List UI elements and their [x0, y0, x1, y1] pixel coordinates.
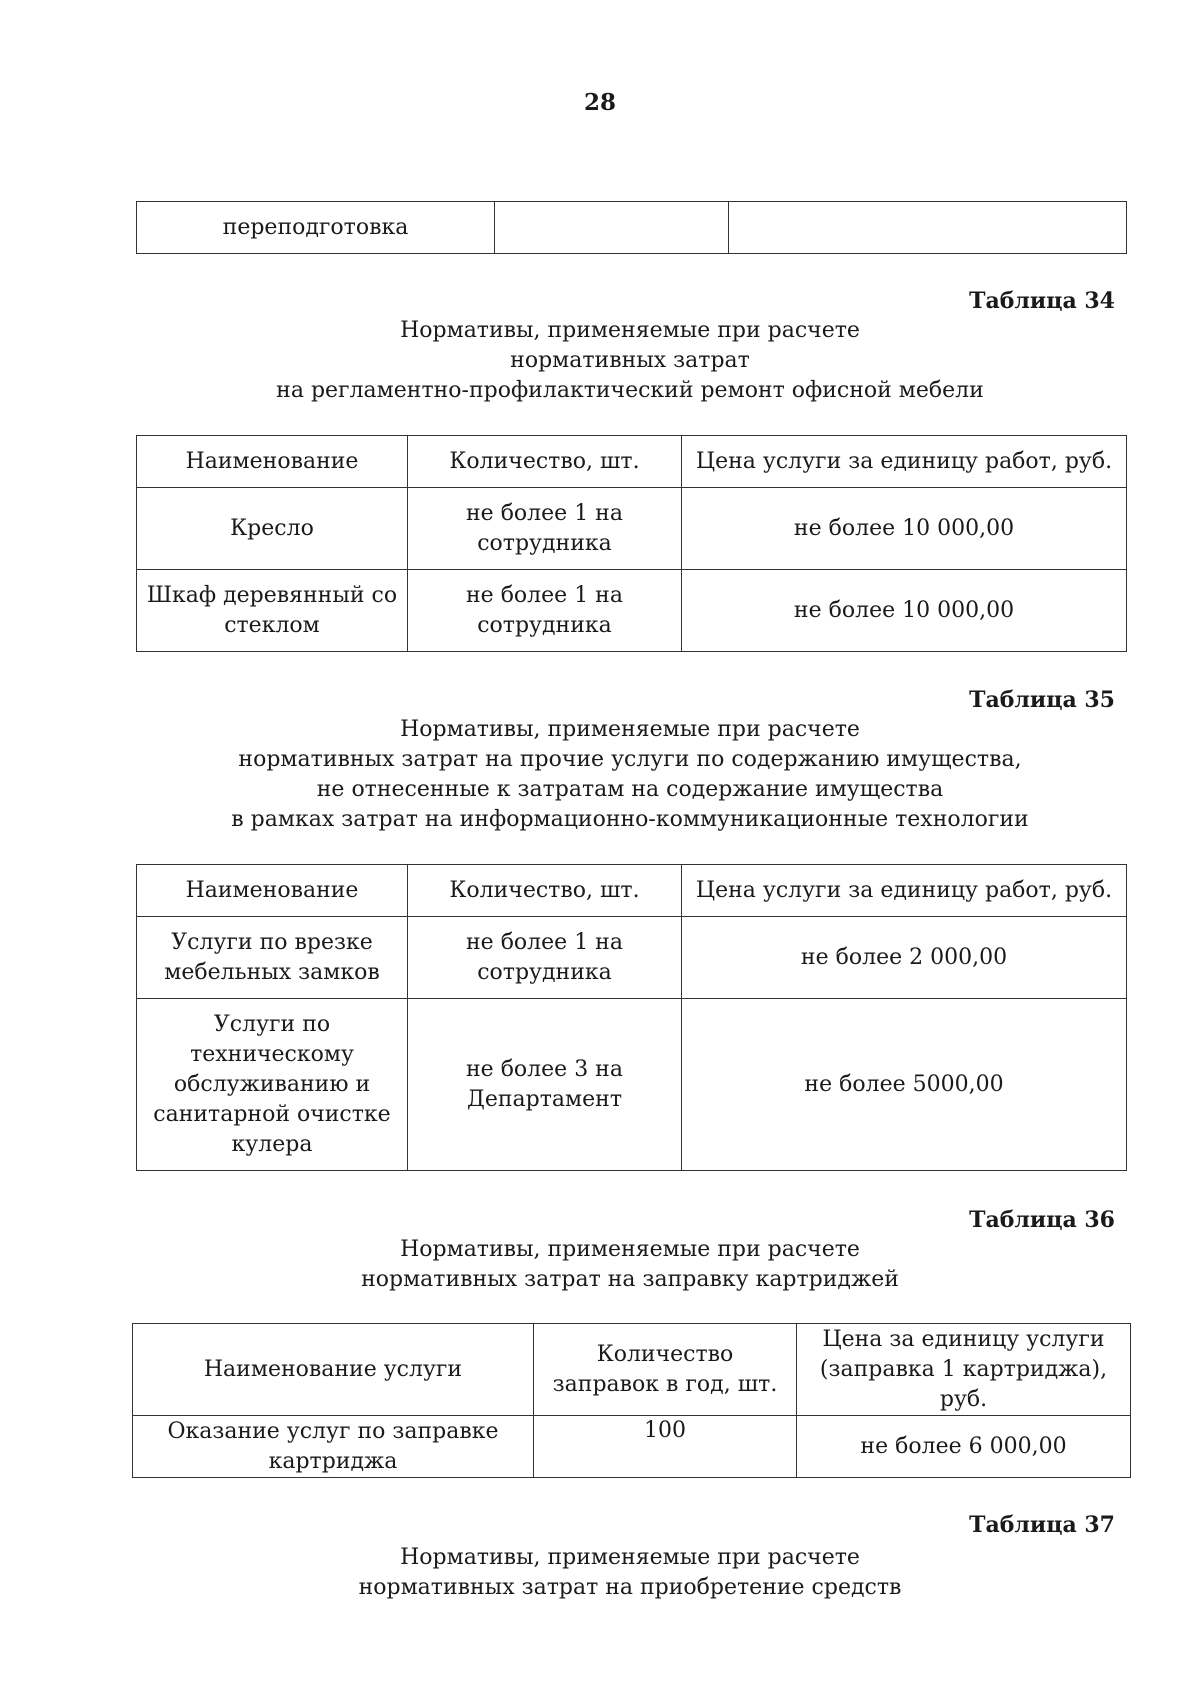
cell-name: Услуги по техническому обслуживанию и санитарной очистке кулера — [137, 999, 408, 1171]
table-36 — [132, 1323, 1131, 1478]
cell-name: Оказание услуг по заправке картриджа — [133, 1416, 534, 1478]
table-row — [133, 1416, 1131, 1478]
cell-price: не более 10 000,00 — [682, 488, 1127, 570]
header-unit-price: Цена за единицу услуги (заправка 1 картриджа), руб. — [797, 1324, 1131, 1416]
continuation-cell: переподготовка — [137, 202, 495, 254]
cell-price: не более 2 000,00 — [682, 917, 1127, 999]
cell-quantity: не более 1 на сотрудника — [408, 570, 682, 652]
header-quantity: Количество, шт. — [408, 865, 682, 917]
caption-line: Нормативы, применяемые при расчете — [400, 1545, 860, 1570]
table-header-row — [137, 865, 1127, 917]
caption-line: нормативных затрат на заправку картриджей — [361, 1267, 899, 1292]
table-row — [137, 488, 1127, 570]
continuation-table — [136, 201, 1127, 254]
table-header-row — [133, 1324, 1131, 1416]
caption-line: Нормативы, применяемые при расчете — [400, 717, 860, 742]
caption-line: на регламентно-профилактический ремонт офисной мебели — [276, 378, 984, 403]
caption-line: Нормативы, применяемые при расчете — [400, 318, 860, 343]
caption-line: нормативных затрат на приобретение средств — [358, 1575, 902, 1600]
caption-line: нормативных затрат — [510, 348, 750, 373]
cell-quantity: не более 1 на сотрудника — [408, 488, 682, 570]
empty-cell — [495, 202, 729, 254]
header-name: Наименование — [137, 436, 408, 488]
table-35-caption — [0, 715, 1200, 835]
table-34 — [136, 435, 1127, 652]
cell-price: не более 10 000,00 — [682, 570, 1127, 652]
cell-price: не более 6 000,00 — [797, 1416, 1131, 1478]
table-35-label: Таблица 35 — [969, 687, 1115, 713]
header-name: Наименование — [137, 865, 408, 917]
header-refill-count: Количество заправок в год, шт. — [534, 1324, 797, 1416]
header-price: Цена услуги за единицу работ, руб. — [682, 436, 1127, 488]
caption-line: в рамках затрат на информационно-коммуникационные технологии — [231, 807, 1029, 832]
cell-price: не более 5000,00 — [682, 999, 1127, 1171]
header-service-name: Наименование услуги — [133, 1324, 534, 1416]
cell-quantity: не более 3 на Департамент — [408, 999, 682, 1171]
table-36-label: Таблица 36 — [969, 1207, 1115, 1233]
header-quantity: Количество, шт. — [408, 436, 682, 488]
table-37-caption — [0, 1543, 1200, 1603]
cell-name: Услуги по врезке мебельных замков — [137, 917, 408, 999]
caption-line: нормативных затрат на прочие услуги по содержанию имущества, — [238, 747, 1022, 772]
caption-line: не отнесенные к затратам на содержание имущества — [316, 777, 944, 802]
table-36-caption — [0, 1235, 1200, 1295]
table-35 — [136, 864, 1127, 1171]
cell-name: Шкаф деревянный со стеклом — [137, 570, 408, 652]
table-row — [137, 917, 1127, 999]
table-row — [137, 999, 1127, 1171]
table-row — [137, 570, 1127, 652]
cell-quantity: не более 1 на сотрудника — [408, 917, 682, 999]
empty-cell — [729, 202, 1127, 254]
cell-name: Кресло — [137, 488, 408, 570]
table-34-label: Таблица 34 — [969, 288, 1115, 314]
header-price: Цена услуги за единицу работ, руб. — [682, 865, 1127, 917]
table-header-row — [137, 436, 1127, 488]
table-37-label: Таблица 37 — [969, 1512, 1115, 1538]
page-number: 28 — [583, 89, 616, 116]
table-34-caption — [0, 316, 1200, 406]
cell-quantity: 100 — [534, 1416, 797, 1478]
caption-line: Нормативы, применяемые при расчете — [400, 1237, 860, 1262]
